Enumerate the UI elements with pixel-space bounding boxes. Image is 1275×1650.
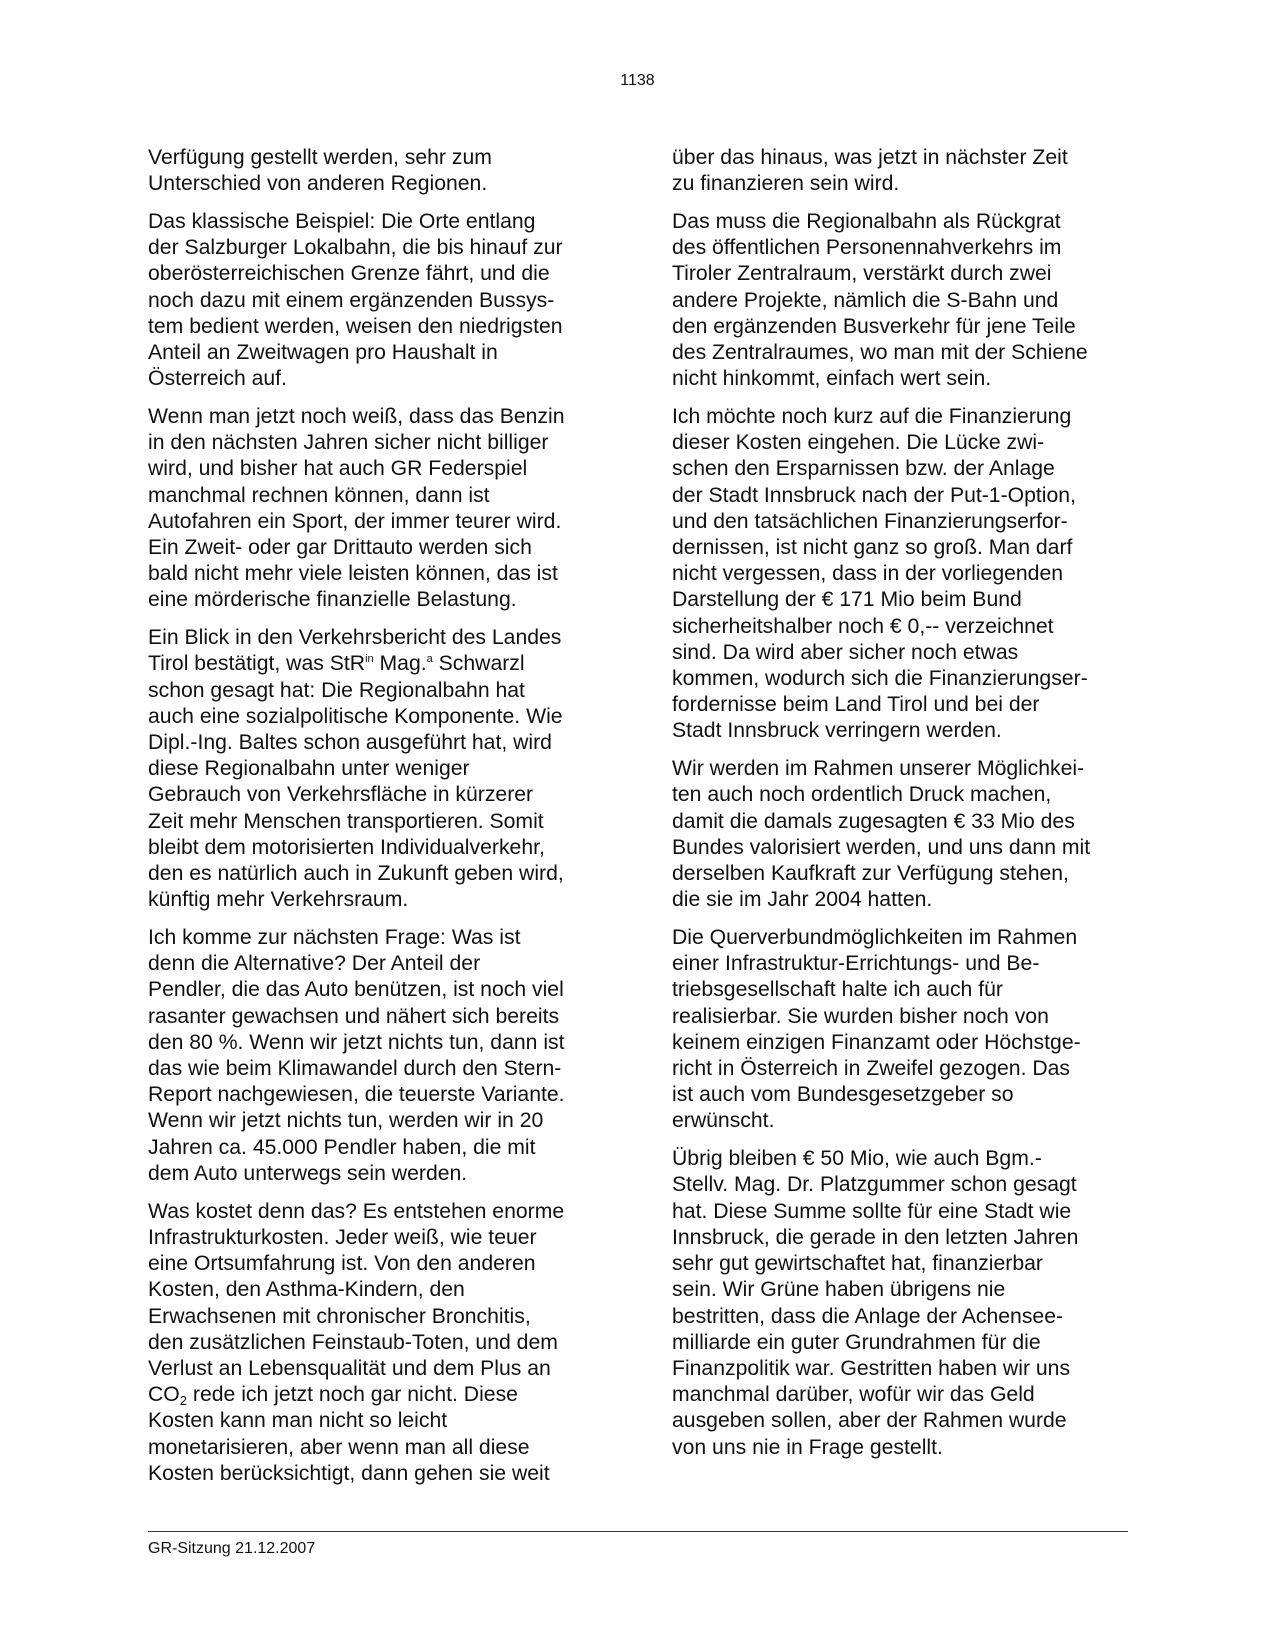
subscript: 2 xyxy=(179,1393,188,1409)
paragraph: Wenn man jetzt noch weiß, dass das Benzin in den nächsten Jahren sicher nicht billiger wird, und bisher hat auch GR Federspiel manchmal rechnen können, dann ist Autofahren ein Sport, der immer teurer wird. Ein Zweit- oder gar Drittauto werden sich bald nicht mehr viele leisten können, das ist eine mörderische finanzielle Belastung. xyxy=(148,405,565,612)
paragraph: Das muss die Regionalbahn als Rückgrat des öffentlichen Personennahverkehrs im Tiroler Zentralraum, verstärkt durch zwei andere Projekte, nämlich die S-Bahn und den ergänzenden Busverkehr für jene Teile des Zentralraumes, wo man mit der Schiene nicht hinkommt, einfach wert sein. xyxy=(672,210,1088,391)
footer-text: GR-Sitzung 21.12.2007 xyxy=(148,1540,316,1557)
paragraph: Verfügung gestellt werden, sehr zum Unterschied von anderen Regionen. xyxy=(148,146,492,196)
paragraph: Wir werden im Rahmen unserer Möglichkei- ten auch noch ordentlich Druck machen, damit die damals zugesagten € 33 Mio des Bundes valorisiert werden, und uns dann mit derselben Kaufkraft zur Verfügung stehen, die sie im Jahr 2004 hatten. xyxy=(672,757,1091,912)
paragraph: über das hinaus, was jetzt in nächster Zeit zu finanzieren sein wird. xyxy=(672,146,1068,196)
text-run: Was kostet denn das? Es entstehen enorme Infrastrukturkosten. Jeder weiß, wie teuer eine Ortsumfahrung ist. Von den anderen Kosten, den Asthma-Kindern, den Erwachsenen mit chronischer Bronchitis, den zusätzlichen Feinstaub-Toten, und dem Verlust an Lebensqualität und dem Plus an CO xyxy=(148,1199,565,1407)
paragraph xyxy=(148,625,603,913)
paragraph: Ich möchte noch kurz auf die Finanzierung dieser Kosten eingehen. Die Lücke zwi- schen den Ersparnissen bzw. der Anlage der Stadt Innsbruck nach der Put-1-Option, und den tatsächlichen Finanzierungserfor- dernissen, ist nicht ganz so groß. Man darf nicht vergessen, dass in der vorliegenden Darstellung der € 171 Mio beim Bund sicherheitshalber noch € 0,-- verzeichnet sind. Da wird aber sicher noch etwas kommen, wodurch sich die Finanzierungser- fordernisse beim Land Tirol und bei der Stadt Innsbruck verringern werden. xyxy=(672,405,1088,743)
footer-divider xyxy=(148,1531,1128,1532)
paragraph: Die Querverbundmöglichkeiten im Rahmen einer Infrastruktur-Errichtungs- und Be- triebsgesellschaft halte ich auch für realisierbar. Sie wurden bisher noch von keinem einzigen Finanzamt oder Höchstge- richt in Österreich in Zweifel gezogen. Das ist auch vom Bundesgesetzgeber so erwünscht. xyxy=(672,926,1081,1133)
text-run: Schwarzl schon gesagt hat: Die Regionalbahn hat auch eine sozialpolitische Komponente. Wie Dipl.-Ing. Baltes schon ausgeführt hat, wird diese Regionalbahn unter weniger Gebrauch von Verkehrsfläche in kürzerer Zeit mehr Menschen transportieren. Somit bleibt dem motorisierten Individualverkehr, den es natürlich auch in Zukunft geben wird, künftig mehr Verkehrsraum. xyxy=(148,652,564,912)
superscript: in xyxy=(365,653,374,666)
right-column xyxy=(672,145,1127,1472)
paragraph: Übrig bleiben € 50 Mio, wie auch Bgm.- Stellv. Mag. Dr. Platzgummer schon gesagt hat. Diese Summe sollte für eine Stadt wie Innsbruck, die gerade in den letzten Jahren sehr gut gewirtschaftet hat, finanzierbar sein. Wir Grüne haben übrigens nie bestritten, dass die Anlage der Achensee- milliarde ein guter Grundrahmen für die Finanzpolitik war. Gestritten haben wir uns manchmal darüber, wofür wir das Geld ausgeben sollen, aber der Rahmen wurde von uns nie in Frage gestellt. xyxy=(672,1147,1079,1459)
paragraph: Das klassische Beispiel: Die Orte entlang der Salzburger Lokalbahn, die bis hinauf zur oberösterreichischen Grenze fährt, und die noch dazu mit einem ergänzenden Bussys- tem bedient werden, weisen den niedrigsten Anteil an Zweitwagen pro Haushalt in Österreich auf. xyxy=(148,210,563,391)
text-run: Ein Blick in den Verkehrsbericht des Landes Tirol bestätigt, was StR xyxy=(148,626,562,676)
paragraph xyxy=(148,1199,603,1487)
text-run: rede ich jetzt noch gar nicht. Diese Kosten kann man nicht so leicht monetarisieren, aber wenn man all diese Kosten berücksichtigt, dann gehen sie weit xyxy=(148,1383,550,1485)
superscript: a xyxy=(426,653,433,666)
page-number: 1138 xyxy=(620,72,655,89)
paragraph: Ich komme zur nächsten Frage: Was ist denn die Alternative? Der Anteil der Pendler, die das Auto benützen, ist noch viel rasanter gewachsen und nähert sich bereits den 80 %. Wenn wir jetzt nichts tun, dann ist das wie beim Klimawandel durch den Stern- Report nachgewiesen, die teuerste Variante. Wenn wir jetzt nichts tun, werden wir in 20 Jahren ca. 45.000 Pendler haben, die mit dem Auto unterwegs sein werden. xyxy=(148,926,565,1185)
left-column xyxy=(148,145,603,1499)
text-run: Mag. xyxy=(373,652,427,676)
